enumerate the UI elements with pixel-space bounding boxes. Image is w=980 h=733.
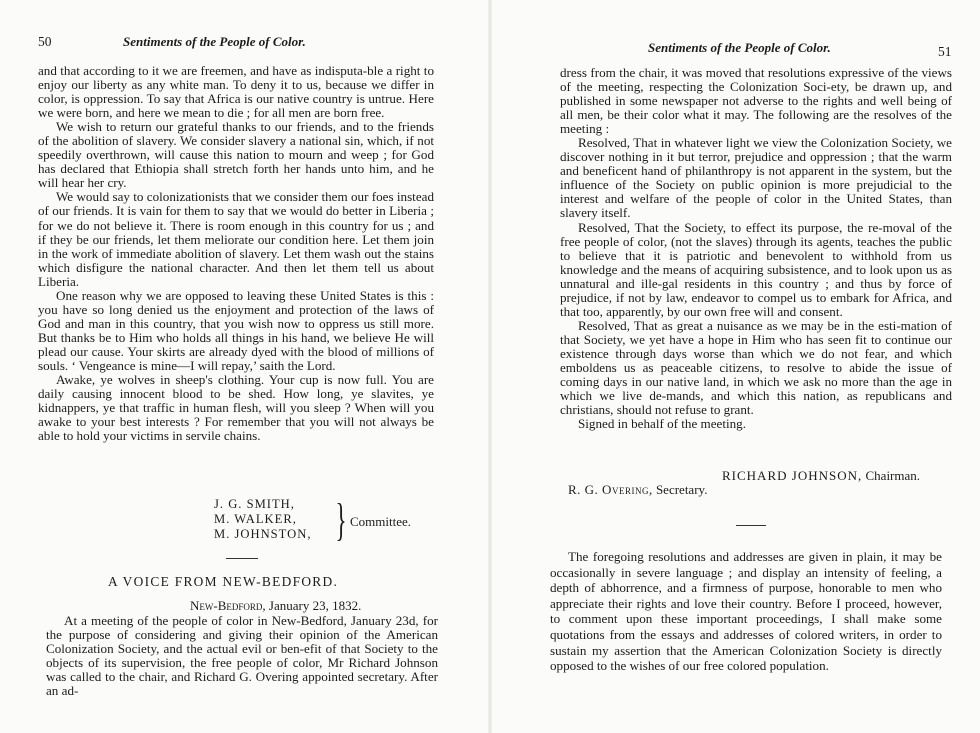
right-page-number: 51 xyxy=(938,44,952,59)
chairman-name: RICHARD JOHNSON, xyxy=(722,468,863,483)
closing-paragraph-block xyxy=(550,549,942,674)
secretary-title: Secretary. xyxy=(655,482,708,497)
chairman-line xyxy=(722,468,920,484)
brace-icon: } xyxy=(335,494,347,545)
paragraph: and that according to it we are freemen, and have as indisputa-ble a right to enjoy our liberty as any white man. To deny it to us, because we differ in color, is oppression. To say that Africa is our native country is untrue. Here we were born, and here we mean to die ; for all men are born free. xyxy=(38,63,434,121)
signatory-name: M. WALKER, xyxy=(214,512,297,526)
resolution: Resolved, That in whatever light we view the Colonization Society, we discover nothing in it but terror, prejudice and oppression ; that the warm and beneficent hand of philanthropy is not apparent in the system, but the influence of the Society on public opinion is more prejudicial to the interest and welfare of the people of color in the United States, than slavery itself. xyxy=(560,135,952,221)
paragraph: One reason why we are opposed to leaving these United States is this : you have so long denied us the enjoyment and protection of the laws of God and man in this country, that you wish now to oppress us still more. But thanks be to Him who holds all things in his hand, we believe He will plead our cause. Your skirts are already dyed with the blood of millions of souls. ‘ Vengeance is mine—I will repay,’ saith the Lord. xyxy=(38,287,434,373)
paragraph: We would say to colonizationists that we consider them our foes instead of our friends. It is vain for them to say that we would do better in Liberia ; for we do not believe it. There is room enough in this country for us ; and if they be our friends, let them meliorate our condition here. Let them join in the work of immediate abolition of slavery. Let them wash out the stains which disfigure the national character. And then let them tell us about Liberia. xyxy=(38,189,434,289)
left-page-number: 50 xyxy=(38,34,52,49)
meeting-paragraph xyxy=(46,614,438,698)
right-running-head: Sentiments of the People of Color. xyxy=(648,40,831,55)
paragraph: dress from the chair, it was moved that resolutions expressive of the views of the meeting, respecting the Colonization Soci-ety, be drawn up, and published in some newspaper not adverse to the rights and well being of all men, be their color what it may. The following are the resolves of the meeting : xyxy=(560,65,952,137)
secretary-name: R. G. Overing, xyxy=(568,482,653,497)
paragraph: We wish to return our grateful thanks to our friends, and to the friends of the abolition of slavery. We consider slavery a national sin, which, if not speedily overthrown, will cause this nation to mourn and weep ; for God has declared that Ethiopia shall stretch forth her hands unto him, and he will hear her cry. xyxy=(38,119,434,191)
signatory-name: M. JOHNSTON, xyxy=(214,527,312,541)
resolution: Resolved, That the Society, to effect its purpose, the re-moval of the free people of color, (not the slaves) through its agents, teaches the public to believe that it is patriotic and benevolent to withhold from us knowledge and the means of acquiring subsistence, and to look upon us as unnatural and ille-gal residents in this country ; and thus by force of prejudice, if not by law, endeavor to compel us to embark for Africa, and that too, apparently, by our own free will and consent. xyxy=(560,219,952,319)
signed-line: Signed in behalf of the meeting. xyxy=(578,416,746,432)
right-body xyxy=(560,66,952,431)
divider xyxy=(736,525,766,526)
paragraph: Awake, ye wolves in sheep's clothing. Your cup is now full. You are daily causing innocent blood to be shed. How long, ye slavites, ye kidnappers, ye that traffic in human flesh, will you sleep ? When will you awake to your best interests ? For remember that you will not always be able to hold your victims in servile chains. xyxy=(38,372,434,444)
dateline-place: New-Bedford, xyxy=(190,598,266,613)
dateline xyxy=(190,598,361,614)
secretary-line xyxy=(568,482,707,498)
resolution: Resolved, That as great a nuisance as we may be in the esti-mation of that Society, we yet have a hope in Him who has seen fit to continue our existence through days worse than which we do not fear, and which emboldens us as peaceable citizens, to resolve to abide the issue of coming days in our native land, in which we ask no more than the age in which we live de-mands, and which this nation, as republicans and christians, should not refuse to grant. xyxy=(560,317,952,418)
paragraph: The foregoing resolutions and addresses are given in plain, it may be occasionally in severe language ; and display an intensity of feeling, a depth of abhorrence, and a firmness of purpose, honorable to men who appreciate their rights and love their country. Before I proceed, however, to comment upon these important proceedings, I shall make some quotations from the essays and addresses of colored writers, in order to sustain my assertion that the American Colonization Society is directly opposed to the wishes of our free colored population. xyxy=(550,549,942,674)
chairman-title: Chairman. xyxy=(865,468,921,483)
left-body xyxy=(38,64,434,443)
signatory-list xyxy=(214,497,312,542)
left-running-head: Sentiments of the People of Color. xyxy=(123,34,306,49)
dateline-date: January 23, 1832. xyxy=(268,598,362,613)
signatory-name: J. G. SMITH, xyxy=(214,497,295,511)
right-page xyxy=(490,0,980,733)
paragraph: At a meeting of the people of color in New-Bedford, January 23d, for the purpose of considering and giving their opinion of the American Colonization Society, and the actual evil or ben-efit of that Society to the objects of its supervision, the free people of color, Mr Richard Johnson was called to the chair, and Richard G. Overing appointed secretary. After an ad- xyxy=(46,613,438,699)
section-heading: A VOICE FROM NEW-BEDFORD. xyxy=(108,574,339,589)
divider xyxy=(226,558,258,559)
committee-label: Committee. xyxy=(350,514,412,529)
